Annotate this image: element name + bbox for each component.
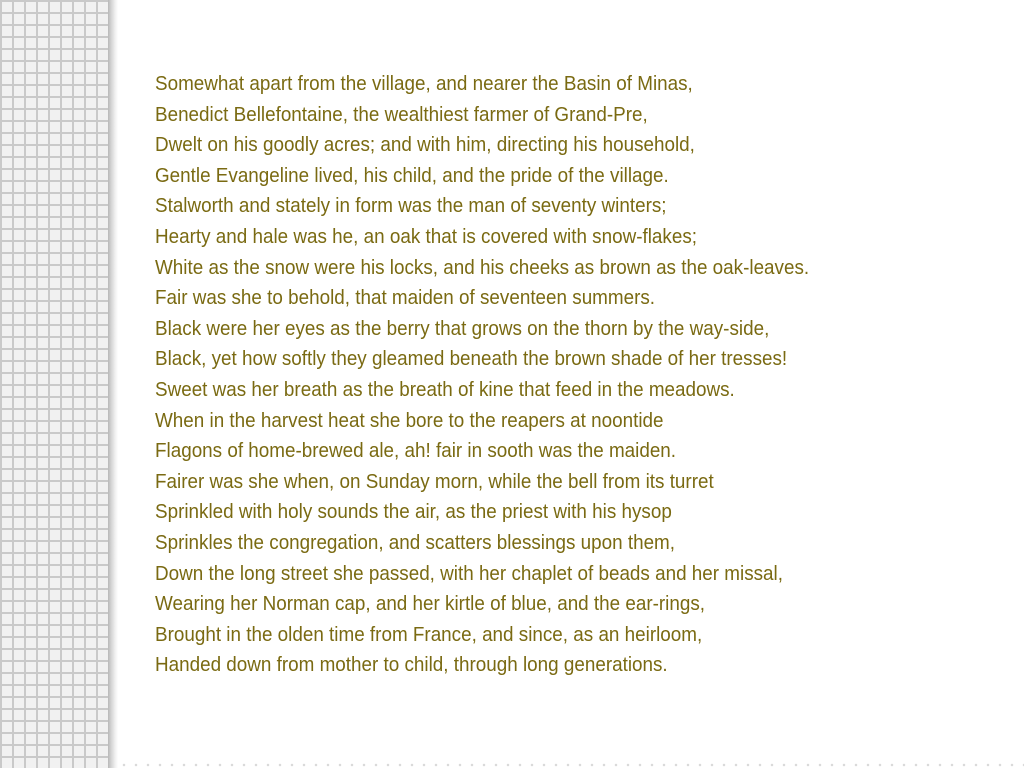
poem-line: Sprinkled with holy sounds the air, as the priest with his hysop — [155, 500, 672, 524]
poem-line: Handed down from mother to child, through long generations. — [155, 653, 668, 677]
poem-line: Sweet was her breath as the breath of kine that feed in the meadows. — [155, 377, 735, 401]
sidebar-shadow — [108, 0, 118, 768]
poem-line: Stalworth and stately in form was the man of seventy winters; — [155, 194, 667, 218]
poem-line: Hearty and hale was he, an oak that is covered with snow-flakes; — [155, 224, 697, 248]
poem-line: Flagons of home-brewed ale, ah! fair in sooth was the maiden. — [155, 439, 677, 463]
poem-line: Fair was she to behold, that maiden of seventeen summers. — [155, 286, 656, 310]
bottom-dotted-border — [118, 762, 1024, 768]
poem-line: When in the harvest heat she bore to the reapers at noontide — [155, 408, 664, 432]
poem-line: Gentle Evangeline lived, his child, and the pride of the village. — [155, 163, 669, 187]
poem-line: Black, yet how softly they gleamed beneath the brown shade of her tresses! — [155, 347, 788, 371]
poem-line: Black were her eyes as the berry that grows on the thorn by the way-side, — [155, 316, 770, 340]
poem-line: Sprinkles the congregation, and scatters blessings upon them, — [155, 530, 676, 554]
poem-line: Wearing her Norman cap, and her kirtle of blue, and the ear-rings, — [155, 592, 706, 616]
poem-line: White as the snow were his locks, and his cheeks as brown as the oak-leaves. — [155, 255, 810, 279]
poem-line: Brought in the olden time from France, and since, as an heirloom, — [155, 622, 703, 646]
poem-line: Somewhat apart from the village, and nearer the Basin of Minas, — [155, 72, 693, 95]
poem-line: Fairer was she when, on Sunday morn, while the bell from its turret — [155, 469, 714, 493]
poem-line: Down the long street she passed, with her chaplet of beads and her missal, — [155, 561, 783, 585]
poem-line: Dwelt on his goodly acres; and with him, directing his household, — [155, 133, 695, 157]
poem-line: Benedict Bellefontaine, the wealthiest farmer of Grand-Pre, — [155, 102, 648, 126]
poem-text — [155, 69, 809, 681]
decorative-grid-sidebar — [0, 0, 108, 768]
